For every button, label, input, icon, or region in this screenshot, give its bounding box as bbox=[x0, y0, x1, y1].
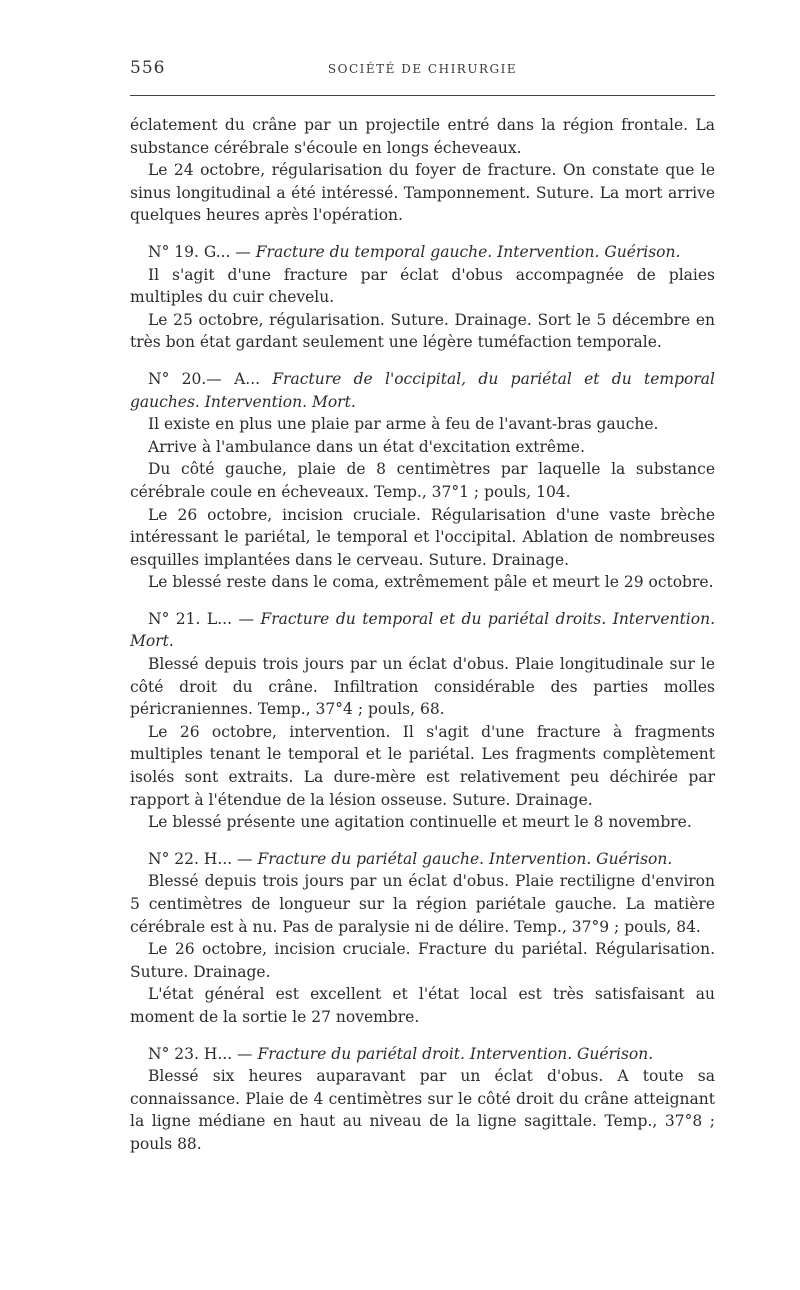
paragraph: Le 26 octobre, incision cruciale. Fracture du pariétal. Régularisation. Suture. Drainage. bbox=[130, 940, 715, 981]
page-header bbox=[130, 58, 715, 88]
case-heading-20 bbox=[130, 368, 715, 413]
case-title: Fracture du pariétal gauche. Intervention. Guérison. bbox=[257, 849, 673, 868]
case-number: N° 22. H... — bbox=[148, 849, 258, 868]
case-number: N° 23. H... — bbox=[148, 1044, 258, 1063]
paragraph: Le 25 octobre, régularisation. Suture. Drainage. Sort le 5 décembre en très bon état gardant seulement une légère tuméfaction temporale. bbox=[130, 310, 715, 352]
case-number: N° 21. L... — bbox=[148, 609, 261, 628]
paragraph: Arrive à l'ambulance dans un état d'excitation extrême. bbox=[148, 437, 585, 456]
page-body bbox=[130, 114, 715, 1156]
case-title: Fracture du temporal gauche. Intervention. Guérison. bbox=[255, 242, 681, 261]
paragraph: Du côté gauche, plaie de 8 centimètres par laquelle la substance cérébrale coule en écheveaux. Temp., 37°1 ; pouls, 104. bbox=[130, 460, 715, 501]
page-number: 556 bbox=[130, 58, 166, 78]
paragraph: Le 26 octobre, intervention. Il s'agit d'une fracture à fragments multiples tenant le temporal et le pariétal. Les fragments complètement isolés sont extraits. La dure-mère est relativement peu déchirée par rapport à l'étendue de la lésion osseuse. Suture. Drainage. bbox=[130, 722, 715, 809]
paragraph: Le 24 octobre, régularisation du foyer de fracture. On constate que le sinus longitudinal a été intéressé. Tamponnement. Suture. La mort arrive quelques heures après l'opération. bbox=[130, 161, 715, 225]
case-title: Fracture de l'occipital, du pariétal et du temporal gauches. Intervention. Mort. bbox=[130, 369, 715, 411]
paragraph: Blessé depuis trois jours par un éclat d'obus. Plaie longitudinale sur le côté droit du crâne. Infiltration considérable des parties molles péricraniennes. Temp., 37°4 ; pouls, 68. bbox=[130, 655, 715, 719]
case-number: N° 19. G... — bbox=[148, 242, 256, 261]
paragraph: éclatement du crâne par un projectile entré dans la région frontale. La substance cérébrale s'écoule en longs écheveaux. bbox=[130, 116, 715, 157]
paragraph: L'état général est excellent et l'état local est très satisfaisant au moment de la sortie le 27 novembre. bbox=[130, 985, 715, 1026]
case-number: N° 20.— A... bbox=[148, 369, 273, 388]
paragraph: Le blessé reste dans le coma, extrêmement pâle et meurt le 29 octobre. bbox=[148, 573, 714, 592]
case-heading-23 bbox=[130, 1043, 715, 1066]
case-title: Fracture du temporal et du pariétal droits. Intervention. Mort. bbox=[130, 609, 715, 651]
paragraph: Blessé six heures auparavant par un éclat d'obus. A toute sa connaissance. Plaie de 4 centimètres sur le côté droit du crâne atteignant la ligne médiane en haut au niveau de la ligne sagittale. Temp., 37°8 ; pouls 88. bbox=[130, 1067, 715, 1153]
case-heading-21 bbox=[130, 608, 715, 653]
running-title: SOCIÉTÉ DE CHIRURGIE bbox=[327, 62, 518, 76]
paragraph: Il existe en plus une plaie par arme à feu de l'avant-bras gauche. bbox=[148, 415, 659, 434]
case-heading-22 bbox=[130, 848, 715, 871]
case-heading-19 bbox=[130, 241, 715, 264]
paragraph: Il s'agit d'une fracture par éclat d'obus accompagnée de plaies multiples du cuir chevelu. bbox=[130, 265, 715, 307]
case-title: Fracture du pariétal droit. Intervention. Guérison. bbox=[257, 1044, 654, 1063]
paragraph: Blessé depuis trois jours par un éclat d'obus. Plaie rectiligne d'environ 5 centimètres de longueur sur la région pariétale gauche. La matière cérébrale est à nu. Pas de paralysie ni de délire. Temp., 37°9 ; pouls, 84. bbox=[130, 872, 715, 936]
header-rule bbox=[130, 95, 715, 96]
paragraph: Le 26 octobre, incision cruciale. Régularisation d'une vaste brèche intéressant le pariétal, le temporal et l'occipital. Ablation de nombreuses esquilles implantées dans le cerveau. Suture. Drainage. bbox=[130, 505, 715, 569]
paragraph: Le blessé présente une agitation continuelle et meurt le 8 novembre. bbox=[148, 813, 692, 832]
